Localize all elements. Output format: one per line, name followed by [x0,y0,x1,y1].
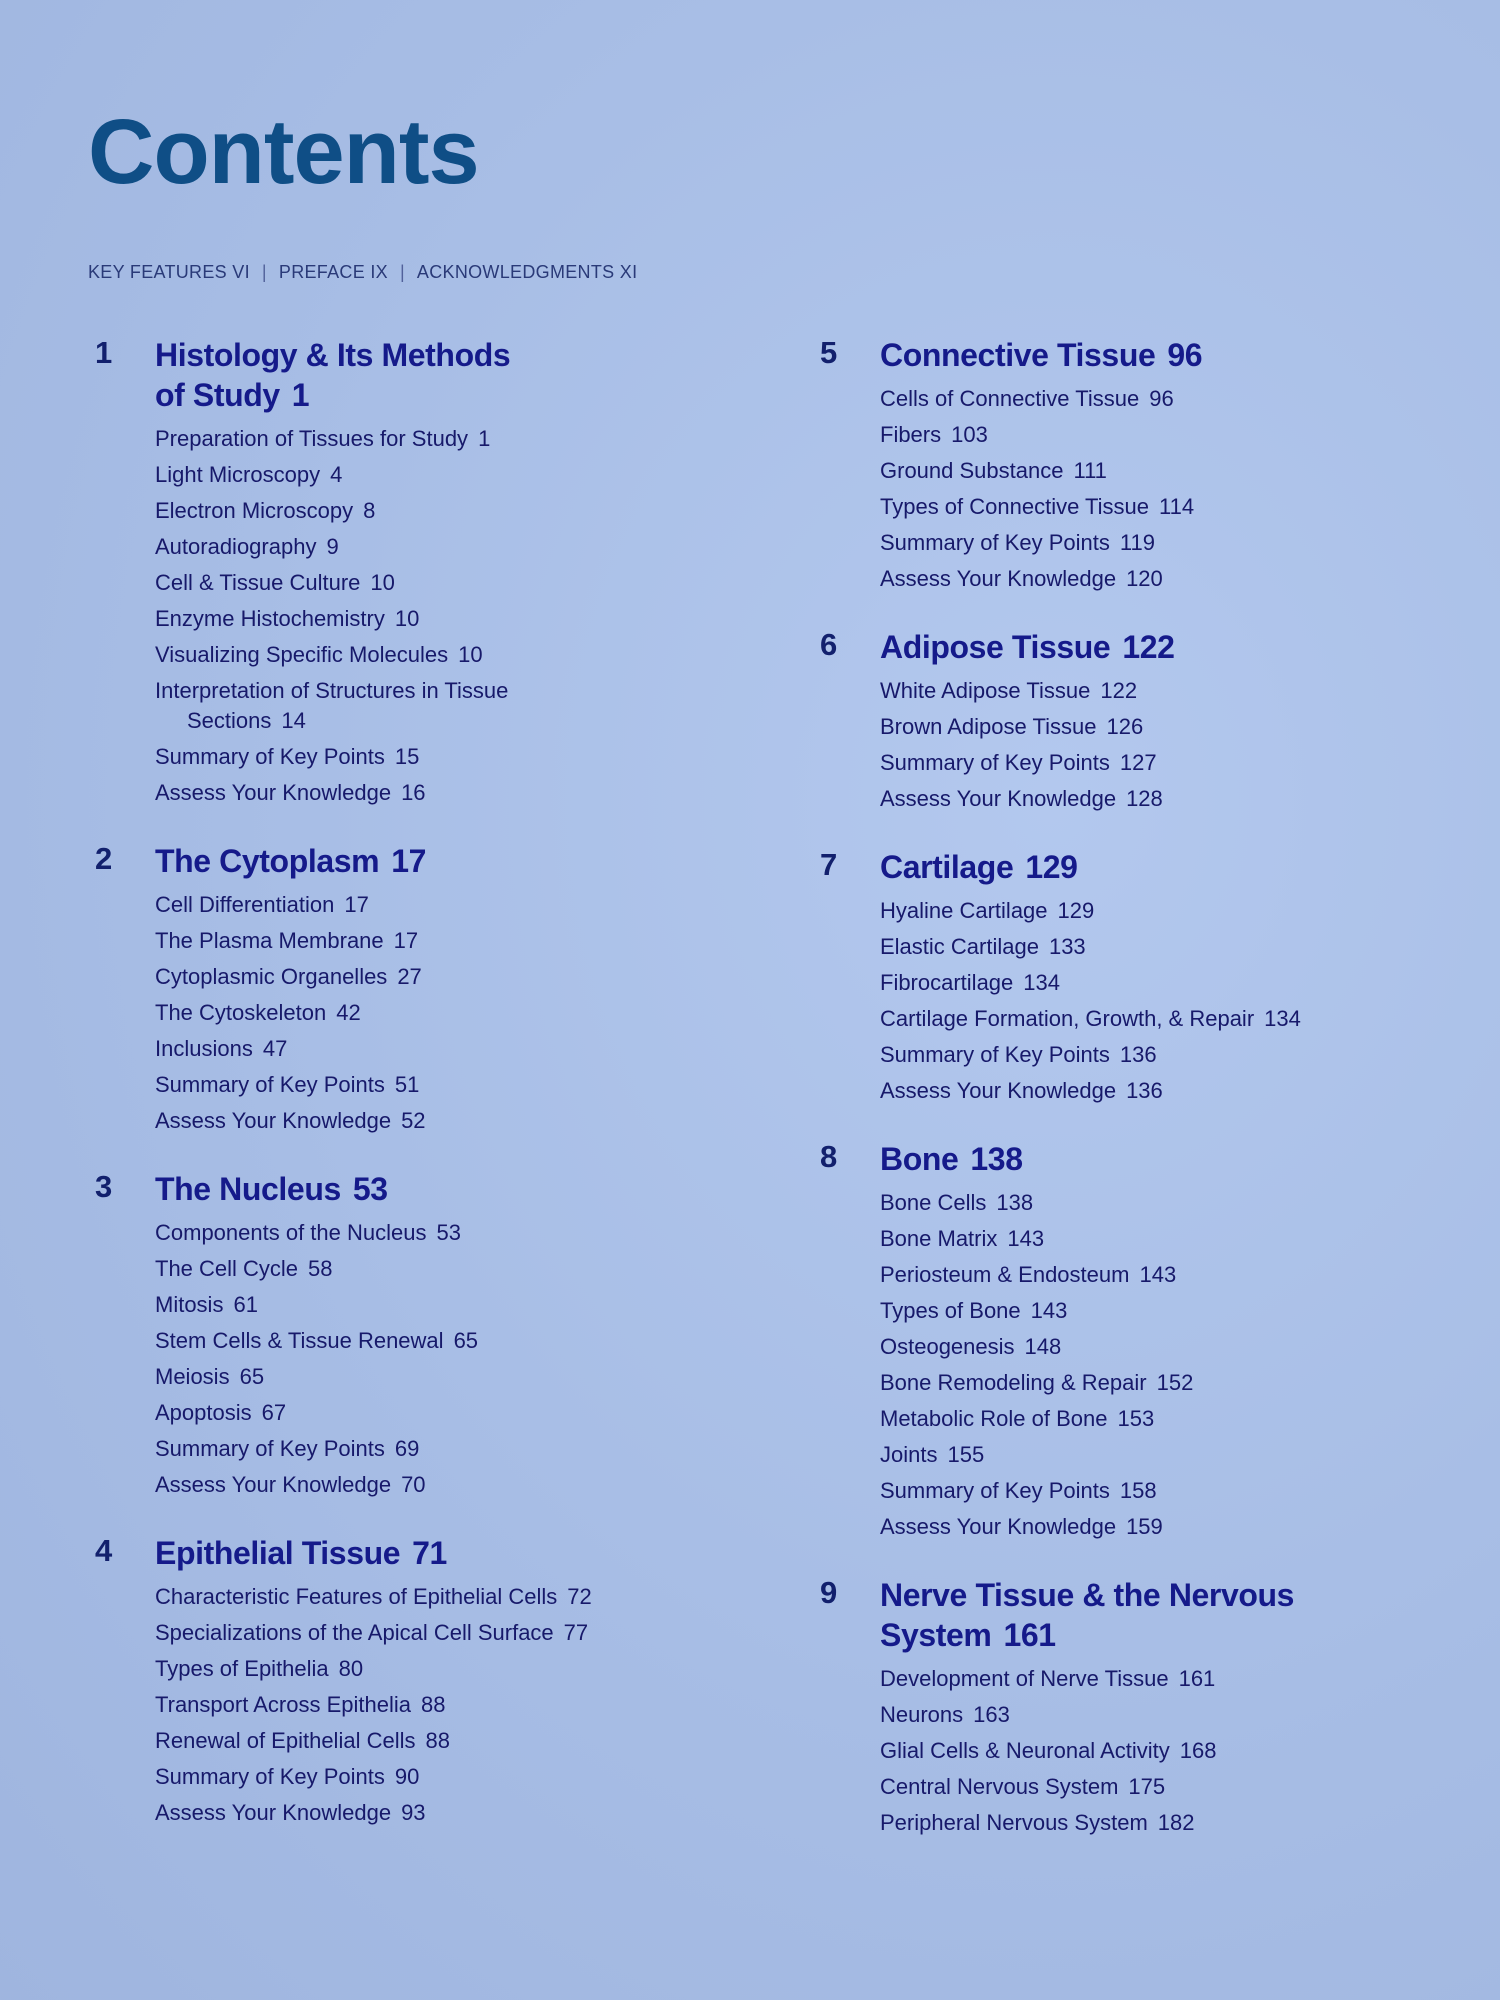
section-title: Hyaline Cartilage [880,898,1048,923]
section-title: Assess Your Knowledge [155,1472,392,1497]
section-entry[interactable] [880,525,1440,561]
section-title: Summary of Key Points [155,744,385,769]
section-entry[interactable] [880,1661,1440,1697]
chapter-block [820,335,1440,597]
chapter-number: 7 [820,847,838,882]
section-entry[interactable] [880,561,1440,597]
section-title: Summary of Key Points [880,530,1110,555]
section-page: 80 [338,1656,364,1681]
section-title: Visualizing Specific Molecules [155,642,449,667]
section-entry[interactable] [155,1759,695,1795]
chapter-title-text: Adipose Tissue [880,629,1111,665]
chapter-title-text: The Nucleus [155,1171,341,1207]
section-title: Sections [187,708,272,733]
section-title: Summary of Key Points [155,1764,385,1789]
chapter-title-text: Connective Tissue [880,337,1156,373]
section-page: 88 [425,1728,450,1753]
section-title: Brown Adipose Tissue [880,714,1097,739]
section-title: Development of Nerve Tissue [880,1666,1169,1691]
section-title: Components of the Nucleus [155,1220,427,1245]
chapter-title[interactable] [880,847,1440,887]
section-title: Summary of Key Points [155,1436,385,1461]
chapter-number: 2 [95,841,113,876]
section-page: 168 [1179,1738,1217,1763]
section-title: Inclusions [155,1036,253,1061]
section-page: 15 [394,744,420,769]
section-title: Fibrocartilage [880,970,1014,995]
section-entry[interactable] [880,1001,1440,1037]
toc-column-right [820,335,1440,1841]
section-page: 122 [1100,678,1138,703]
section-entry[interactable] [880,929,1440,965]
section-entry[interactable] [155,1395,695,1431]
section-title: Fibers [880,422,942,447]
section-page: 143 [1139,1262,1177,1287]
chapter-page: 17 [391,843,426,879]
section-title: Mitosis [155,1292,224,1317]
section-title: Types of Connective Tissue [880,494,1150,519]
section-page: 161 [1178,1666,1216,1691]
chapter-block [820,1575,1440,1841]
section-list [880,893,1440,1109]
section-page: 136 [1119,1042,1157,1067]
front-matter-page: VI [232,262,250,282]
chapter-title[interactable] [155,1533,695,1573]
section-page: 69 [394,1436,420,1461]
divider: | [261,262,267,282]
section-entry[interactable] [155,1579,695,1615]
chapter-page: 71 [412,1535,447,1571]
section-list [880,673,1440,817]
section-entry[interactable] [880,1805,1440,1841]
section-page: 143 [1030,1298,1068,1323]
section-title: Assess Your Knowledge [880,566,1117,591]
section-entry[interactable] [155,1615,695,1651]
section-title: Assess Your Knowledge [880,1078,1117,1103]
chapter-title[interactable] [880,1575,1440,1655]
chapter-title-text: Nerve Tissue & the Nervous [880,1577,1295,1613]
section-entry[interactable] [155,995,695,1031]
section-title: Joints [880,1442,938,1467]
toc-column-left [95,335,695,1831]
section-page: 77 [563,1620,589,1645]
section-title: Summary of Key Points [880,1478,1110,1503]
section-entry[interactable] [880,1509,1440,1545]
section-page: 65 [239,1364,265,1389]
chapter-title-text: Bone [880,1141,959,1177]
chapter-block [95,1169,695,1503]
section-page: 120 [1126,566,1163,591]
chapter-page: 138 [970,1141,1023,1177]
section-title: Glial Cells & Neuronal Activity [880,1738,1170,1763]
front-matter-item[interactable] [405,262,649,283]
section-page: 51 [394,1072,420,1097]
section-title: Interpretation of Structures in Tissue [155,678,509,703]
chapter-block [820,847,1440,1109]
chapter-title[interactable] [155,1169,695,1209]
section-entry[interactable] [155,959,695,995]
chapter-block [95,335,695,811]
section-page: 52 [401,1108,426,1133]
section-entry[interactable] [880,1221,1440,1257]
section-title: Bone Cells [880,1190,987,1215]
section-title: Specializations of the Apical Cell Surface [155,1620,554,1645]
section-page: 70 [401,1472,426,1497]
section-list [155,421,695,811]
section-entry[interactable] [880,1257,1440,1293]
section-page: 1 [478,426,491,451]
section-page: 47 [262,1036,288,1061]
section-title: Assess Your Knowledge [155,780,392,805]
section-page: 153 [1117,1406,1155,1431]
section-list [880,1661,1440,1841]
section-title: Bone Remodeling & Repair [880,1370,1147,1395]
chapter-number: 1 [95,335,113,370]
chapter-title[interactable] [880,335,1440,375]
section-entry[interactable] [155,1287,695,1323]
section-title: The Cell Cycle [155,1256,299,1281]
section-page: 182 [1157,1810,1195,1835]
section-entry[interactable] [880,381,1440,417]
section-title: Electron Microscopy [155,498,354,523]
section-entry[interactable] [155,1467,695,1503]
section-entry[interactable] [880,489,1440,525]
section-title: Cell Differentiation [155,892,335,917]
chapter-number: 5 [820,335,838,370]
section-title: Transport Across Epithelia [155,1692,411,1717]
section-title: Cells of Connective Tissue [880,386,1140,411]
section-page: 27 [397,964,422,989]
section-page: 134 [1023,970,1060,995]
section-title: Cytoplasmic Organelles [155,964,388,989]
page-title: Contents [88,101,479,203]
section-page: 158 [1119,1478,1157,1503]
section-page: 10 [370,570,395,595]
section-page: 175 [1128,1774,1166,1799]
section-title: Light Microscopy [155,462,321,487]
section-entry[interactable] [155,565,695,601]
section-list [880,1185,1440,1545]
section-entry[interactable] [155,1687,695,1723]
section-entry[interactable] [155,673,695,739]
chapter-block [820,1139,1440,1545]
chapter-number: 4 [95,1533,113,1568]
section-title: Osteogenesis [880,1334,1015,1359]
chapter-number: 3 [95,1169,113,1204]
section-entry[interactable] [155,1723,695,1759]
section-entry[interactable] [880,781,1440,817]
section-entry[interactable] [880,745,1440,781]
section-title: Summary of Key Points [155,1072,385,1097]
section-title: Types of Epithelia [155,1656,329,1681]
chapter-number: 9 [820,1575,838,1610]
section-title: Cell & Tissue Culture [155,570,361,595]
chapter-title[interactable] [155,841,695,881]
section-page: 103 [951,422,988,447]
section-page: 96 [1149,386,1174,411]
section-title: Metabolic Role of Bone [880,1406,1108,1431]
section-page: 134 [1264,1006,1301,1031]
chapter-title-text: The Cytoplasm [155,843,380,879]
section-entry[interactable] [155,1215,695,1251]
chapter-number: 6 [820,627,838,662]
section-page: 88 [420,1692,446,1717]
section-title: Stem Cells & Tissue Renewal [155,1328,444,1353]
chapter-title-text: of Study [155,377,280,413]
chapter-page: 161 [1003,1617,1056,1653]
section-page: 61 [233,1292,258,1317]
section-entry[interactable] [880,1697,1440,1733]
front-matter-page: XI [619,262,638,282]
chapter-page: 129 [1025,849,1078,885]
section-list [155,1215,695,1503]
section-page: 128 [1126,786,1163,811]
chapter-title-text: Epithelial Tissue [155,1535,401,1571]
section-page: 133 [1048,934,1086,959]
section-entry[interactable] [880,709,1440,745]
section-page: 143 [1007,1226,1045,1251]
chapter-number: 8 [820,1139,838,1174]
chapter-title-text: Histology & Its Methods [155,337,511,373]
section-title: Assess Your Knowledge [880,1514,1117,1539]
section-entry[interactable] [155,457,695,493]
section-entry[interactable] [155,1067,695,1103]
section-page: 72 [567,1584,592,1609]
chapter-title[interactable] [880,1139,1440,1179]
section-entry[interactable] [155,1251,695,1287]
section-entry[interactable] [880,1473,1440,1509]
section-entry[interactable] [155,1103,695,1139]
section-title: Summary of Key Points [880,750,1110,775]
section-title: Ground Substance [880,458,1064,483]
section-entry[interactable] [880,417,1440,453]
divider: | [399,262,405,282]
section-entry[interactable] [880,1401,1440,1437]
section-page: 65 [453,1328,479,1353]
section-page: 17 [393,928,419,953]
chapter-page: 1 [291,377,310,413]
section-title: Preparation of Tissues for Study [155,426,469,451]
section-title: Neurons [880,1702,964,1727]
section-entry[interactable] [155,887,695,923]
section-title: The Plasma Membrane [155,928,384,953]
section-entry[interactable] [155,529,695,565]
section-entry[interactable] [880,965,1440,1001]
section-entry[interactable] [880,1365,1440,1401]
section-page: 9 [326,534,339,559]
section-page: 10 [458,642,483,667]
front-matter-links [88,262,649,283]
front-matter-label: KEY FEATURES [88,262,227,282]
section-page: 67 [261,1400,287,1425]
section-page: 8 [363,498,376,523]
section-page: 111 [1073,458,1107,483]
section-title: Renewal of Epithelial Cells [155,1728,416,1753]
section-title-continued [155,706,695,736]
section-title: Assess Your Knowledge [155,1108,392,1133]
section-entry[interactable] [880,1769,1440,1805]
chapter-page: 122 [1122,629,1175,665]
chapter-page: 96 [1167,337,1203,373]
section-title: Apoptosis [155,1400,252,1425]
front-matter-item[interactable] [267,262,400,283]
section-page: 126 [1106,714,1144,739]
section-title: Assess Your Knowledge [880,786,1117,811]
section-entry[interactable] [880,893,1440,929]
section-page: 163 [973,1702,1010,1727]
section-title: Peripheral Nervous System [880,1810,1148,1835]
section-entry[interactable] [155,739,695,775]
section-page: 152 [1156,1370,1194,1395]
section-entry[interactable] [880,1437,1440,1473]
front-matter-page: IX [370,262,388,282]
section-title: Assess Your Knowledge [155,1800,392,1825]
section-list [155,1579,695,1831]
chapter-block [95,841,695,1139]
section-title: Autoradiography [155,534,317,559]
section-title: Elastic Cartilage [880,934,1039,959]
section-entry[interactable] [155,493,695,529]
section-page: 14 [281,708,306,733]
section-page: 42 [336,1000,361,1025]
section-title: White Adipose Tissue [880,678,1091,703]
section-entry[interactable] [155,1031,695,1067]
front-matter-label: ACKNOWLEDGMENTS [416,262,615,282]
section-page: 136 [1126,1078,1163,1103]
section-entry[interactable] [155,1431,695,1467]
section-page: 119 [1119,530,1155,555]
section-entry[interactable] [880,453,1440,489]
section-page: 127 [1119,750,1157,775]
section-page: 138 [996,1190,1034,1215]
section-page: 10 [394,606,420,631]
section-entry[interactable] [880,1733,1440,1769]
section-title: Bone Matrix [880,1226,998,1251]
section-entry[interactable] [155,1795,695,1831]
section-title: Meiosis [155,1364,230,1389]
section-entry[interactable] [880,1073,1440,1109]
chapter-page: 53 [352,1171,388,1207]
section-title: Types of Bone [880,1298,1021,1323]
section-title: Enzyme Histochemistry [155,606,385,631]
section-page: 90 [394,1764,420,1789]
front-matter-item[interactable] [88,262,262,283]
chapter-title[interactable] [880,627,1440,667]
section-entry[interactable] [880,1037,1440,1073]
section-page: 155 [947,1442,985,1467]
section-page: 148 [1024,1334,1062,1359]
section-page: 129 [1057,898,1095,923]
chapter-block [820,627,1440,817]
section-entry[interactable] [155,421,695,457]
chapter-title[interactable] [155,335,695,415]
section-page: 53 [436,1220,461,1245]
section-entry[interactable] [155,1323,695,1359]
section-page: 114 [1159,494,1195,519]
section-title: Central Nervous System [880,1774,1119,1799]
section-page: 159 [1126,1514,1163,1539]
section-entry[interactable] [880,673,1440,709]
section-title: Cartilage Formation, Growth, & Repair [880,1006,1255,1031]
section-entry[interactable] [880,1185,1440,1221]
section-page: 16 [401,780,426,805]
section-title: Summary of Key Points [880,1042,1110,1067]
section-page: 93 [401,1800,426,1825]
section-entry[interactable] [880,1293,1440,1329]
section-entry[interactable] [155,1651,695,1687]
section-page: 17 [344,892,369,917]
chapter-block [95,1533,695,1831]
section-title: Periosteum & Endosteum [880,1262,1130,1287]
section-page: 4 [330,462,343,487]
section-entry[interactable] [155,637,695,673]
section-entry[interactable] [155,775,695,811]
front-matter-label: PREFACE [278,262,366,282]
section-entry[interactable] [880,1329,1440,1365]
section-entry[interactable] [155,601,695,637]
section-list [155,887,695,1139]
chapter-title-text: System [880,1617,992,1653]
section-list [880,381,1440,597]
section-title: Characteristic Features of Epithelial Cells [155,1584,558,1609]
section-page: 58 [308,1256,333,1281]
section-entry[interactable] [155,923,695,959]
section-title: The Cytoskeleton [155,1000,327,1025]
section-entry[interactable] [155,1359,695,1395]
chapter-title-text: Cartilage [880,849,1014,885]
